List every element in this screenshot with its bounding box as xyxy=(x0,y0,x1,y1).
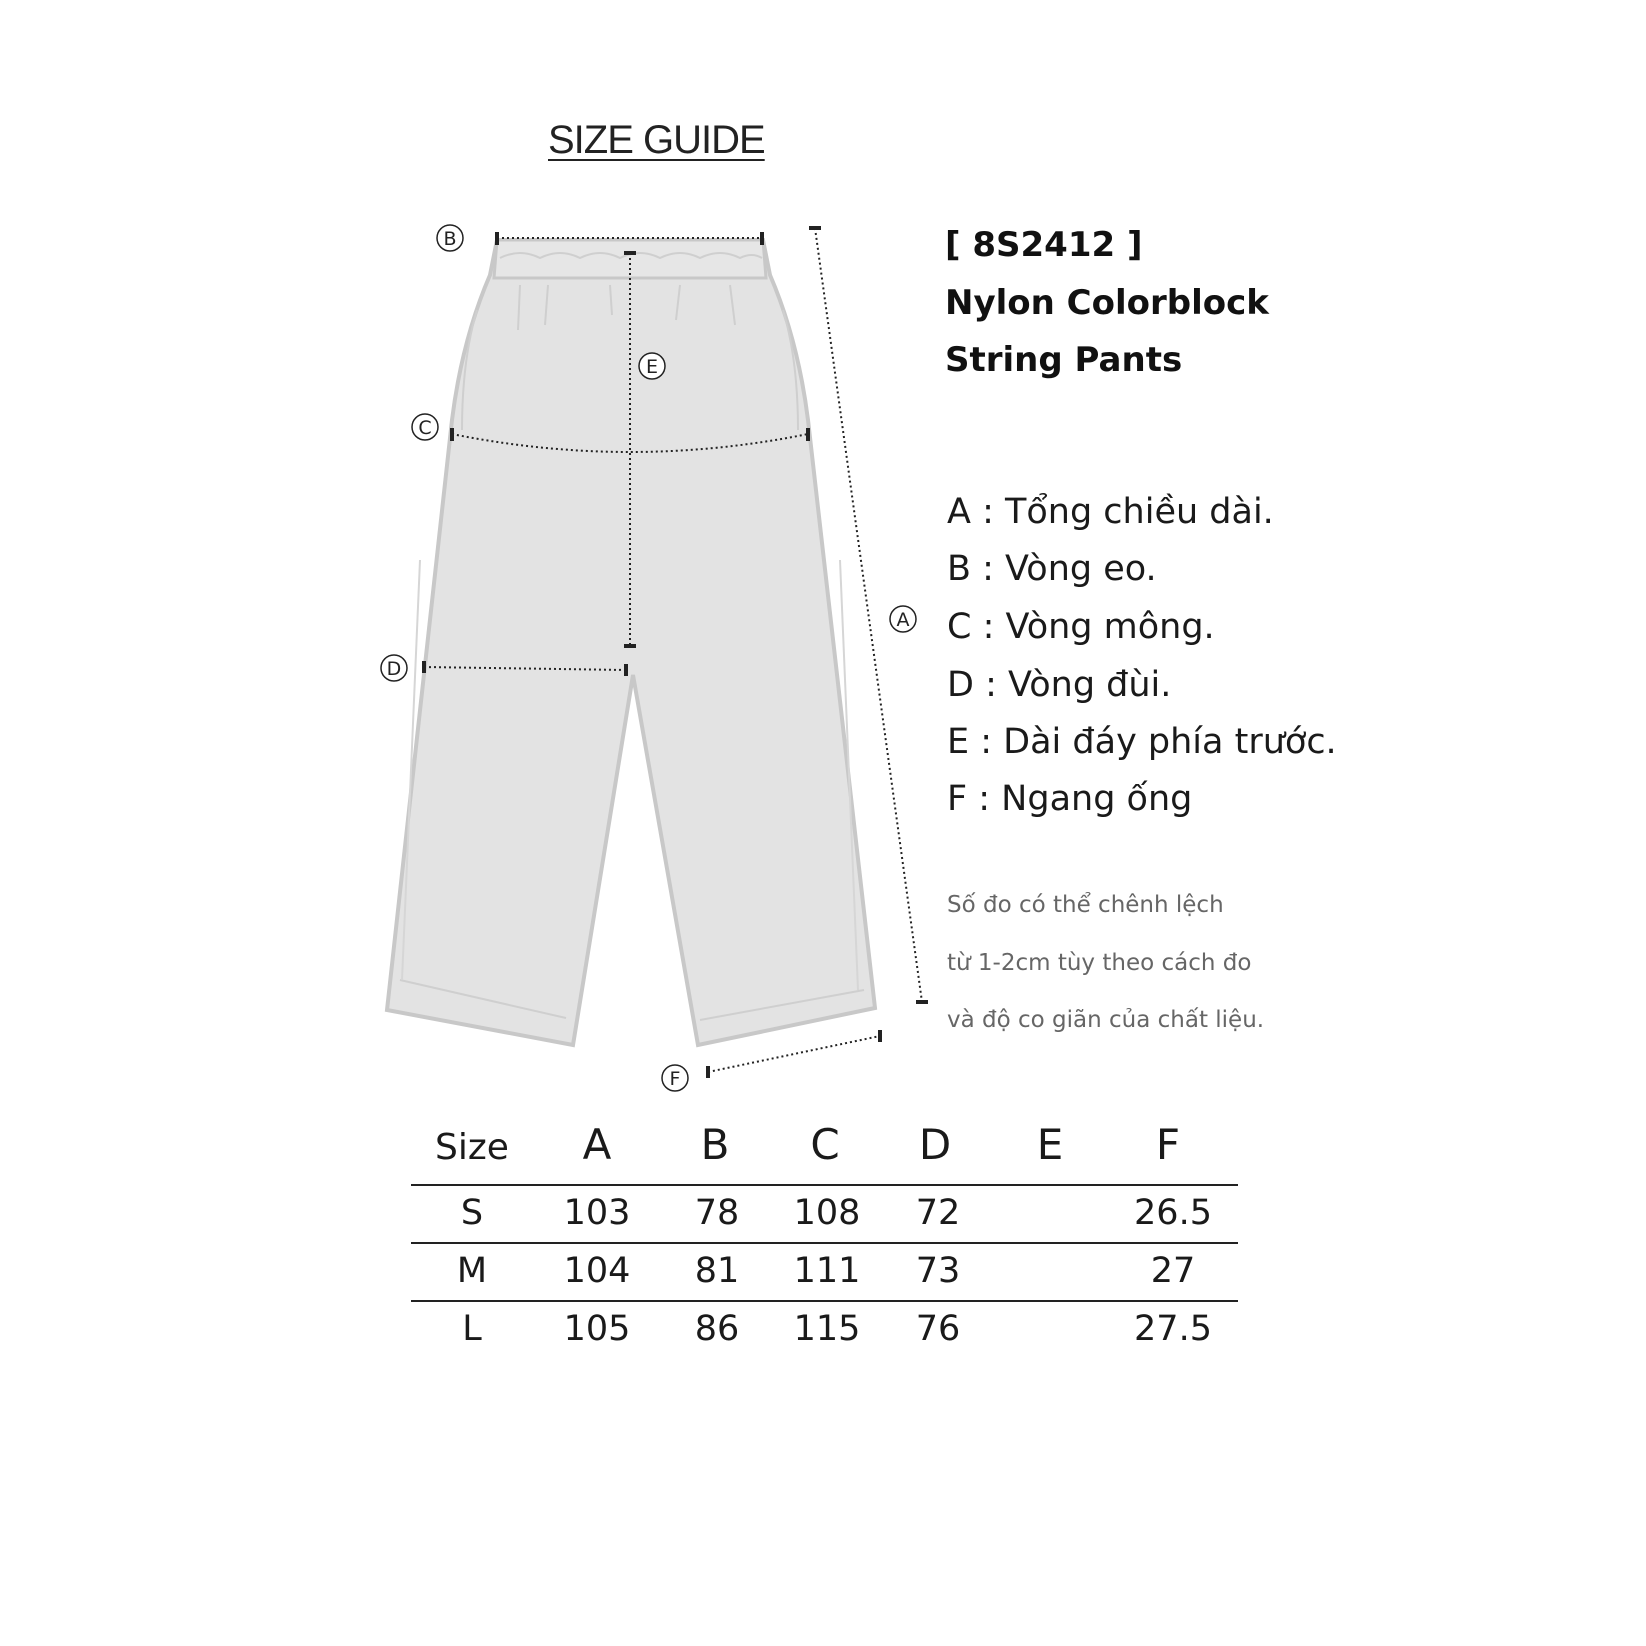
table-divider xyxy=(411,1300,1238,1302)
table-cell: 27 xyxy=(1150,1251,1196,1291)
table-cell: M xyxy=(456,1251,488,1291)
svg-text:C: C xyxy=(418,417,432,439)
page-title: SIZE GUIDE xyxy=(548,118,765,162)
marker-f xyxy=(662,1065,688,1091)
table-header-cell: C xyxy=(810,1120,840,1169)
table-header-cell: F xyxy=(1155,1120,1181,1169)
table-cell: 26.5 xyxy=(1134,1193,1212,1233)
product-code: [ 8S2412 ] xyxy=(945,225,1143,265)
table-header-cell: B xyxy=(700,1120,730,1169)
pants-illustration xyxy=(387,240,875,1045)
table-cell: 108 xyxy=(793,1193,861,1233)
svg-text:A: A xyxy=(896,609,910,631)
table-header-cell: D xyxy=(918,1120,952,1169)
note-line-1: Số đo có thể chênh lệch xyxy=(947,892,1224,918)
table-cell: L xyxy=(462,1309,482,1349)
table-cell: S xyxy=(460,1193,484,1233)
table-cell: 72 xyxy=(915,1193,961,1233)
marker-c xyxy=(412,414,438,440)
table-cell: 111 xyxy=(793,1251,861,1291)
marker-e xyxy=(639,353,665,379)
svg-text:B: B xyxy=(443,228,457,250)
table-cell: 115 xyxy=(793,1309,861,1349)
table-cell: 105 xyxy=(563,1309,631,1349)
legend-item-c: C : Vòng mông. xyxy=(947,607,1215,647)
legend-item-a: A : Tổng chiều dài. xyxy=(947,492,1274,532)
table-header-cell: E xyxy=(1036,1120,1064,1169)
table-cell: 86 xyxy=(694,1309,740,1349)
legend-item-d: D : Vòng đùi. xyxy=(947,665,1172,705)
marker-d xyxy=(381,655,407,681)
table-cell: 27.5 xyxy=(1134,1309,1212,1349)
marker-b xyxy=(437,225,463,251)
svg-text:E: E xyxy=(645,356,659,378)
legend-item-f: F : Ngang ống xyxy=(947,779,1193,819)
svg-text:F: F xyxy=(669,1068,681,1090)
table-cell: 78 xyxy=(694,1193,740,1233)
table-cell: 103 xyxy=(563,1193,631,1233)
table-header-cell: Size xyxy=(435,1127,509,1168)
legend-item-b: B : Vòng eo. xyxy=(947,549,1157,589)
table-divider xyxy=(411,1184,1238,1186)
svg-text:D: D xyxy=(386,658,402,680)
product-name-line-2: String Pants xyxy=(945,340,1183,380)
legend-item-e: E : Dài đáy phía trước. xyxy=(947,722,1337,762)
product-name-line-1: Nylon Colorblock xyxy=(945,283,1269,323)
measure-f-line xyxy=(708,1036,880,1072)
table-divider xyxy=(411,1242,1238,1244)
table-cell: 81 xyxy=(694,1251,740,1291)
marker-a xyxy=(890,606,916,632)
table-cell: 76 xyxy=(915,1309,961,1349)
table-cell: 104 xyxy=(563,1251,631,1291)
note-line-2: từ 1-2cm tùy theo cách đo xyxy=(947,950,1252,976)
table-header-cell: A xyxy=(582,1120,612,1169)
table-cell: 73 xyxy=(915,1251,961,1291)
note-line-3: và độ co giãn của chất liệu. xyxy=(947,1007,1265,1033)
